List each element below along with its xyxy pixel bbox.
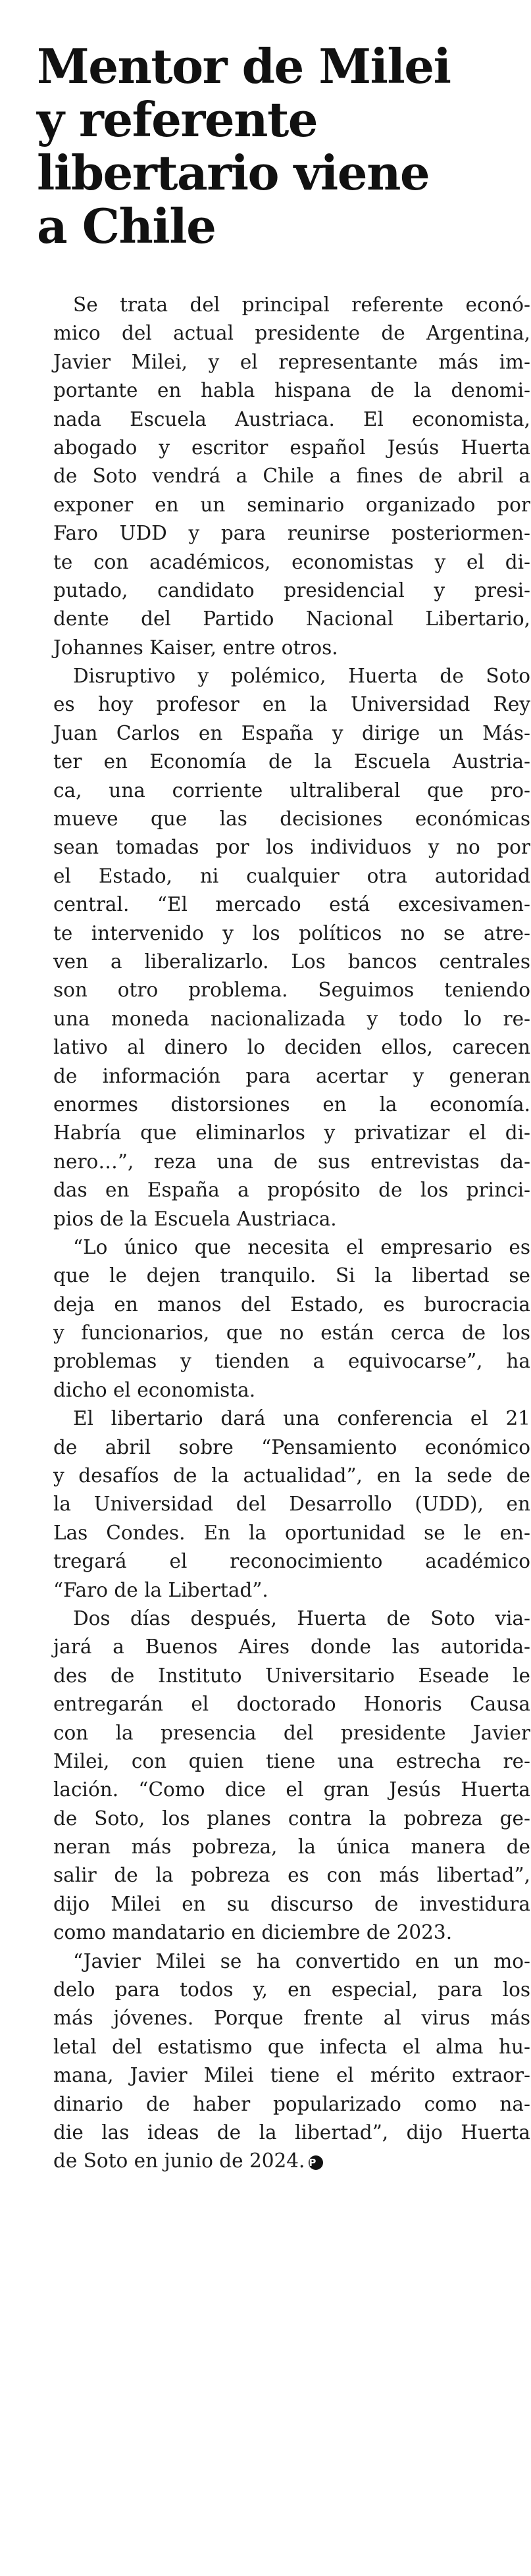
text-line: dijo Milei en su discurso de investidura: [53, 1892, 530, 1915]
text-line: salir de la pobreza es con más libertad”,: [53, 1864, 530, 1887]
text-line: Las Condes. En la oportunidad se le en-: [53, 1521, 530, 1544]
text-line: deja en manos del Estado, es burocracia: [53, 1293, 530, 1316]
text-line: entregarán el doctorado Honoris Causa: [53, 1693, 530, 1716]
text-line: sean tomadas por los individuos y no por: [53, 836, 530, 859]
text-line: delo para todos y, en especial, para los: [53, 1978, 530, 2001]
text-line: “Javier Milei se ha convertido en un mo-: [73, 1949, 530, 1972]
paragraph: [53, 1404, 530, 1605]
text-line: ca, una corriente ultraliberal que pro-: [53, 779, 530, 802]
text-line: te intervenido y los políticos no se atre-: [53, 921, 530, 944]
text-line: jará a Buenos Aires donde las autorida-: [53, 1636, 530, 1659]
text-line: dente del Partido Nacional Libertario,: [53, 607, 530, 631]
text-line: Se trata del principal referente econó-: [73, 294, 530, 316]
text-line: putado, candidato presidencial y presi-: [53, 579, 530, 602]
text-line: dinario de haber popularizado como na-: [53, 2092, 530, 2115]
text-line: nero…”, reza una de sus entrevistas da-: [53, 1150, 530, 1173]
paragraph: [53, 291, 530, 662]
text-line: mico del actual presidente de Argentina,: [53, 322, 530, 345]
text-line: te con académicos, economistas y el di-: [53, 550, 530, 573]
text-line: ter en Economía de la Escuela Austria-: [53, 750, 530, 773]
text-line: que le dejen tranquilo. Si la libertad se: [53, 1264, 530, 1287]
text-line: pios de la Escuela Austriaca.: [53, 1207, 337, 1230]
text-line: des de Instituto Universitario Eseade le: [53, 1664, 530, 1687]
text-line: das en España a propósito de los princi-: [53, 1179, 530, 1202]
text-line: exponer en un seminario organizado por: [53, 493, 530, 516]
text-line: Disruptivo y polémico, Huerta de Soto: [73, 665, 530, 688]
text-line: lativo al dinero lo deciden ellos, carecen: [53, 1036, 530, 1059]
paragraph: [53, 1947, 530, 2176]
text-line: Juan Carlos en España y dirige un Más-: [53, 721, 530, 744]
headline-line: y referente: [37, 91, 318, 147]
text-line: ven a liberalizarlo. Los bancos centrales: [53, 950, 530, 973]
headline-line: Mentor de Milei: [37, 38, 451, 94]
text-line: de abril sobre “Pensamiento económico: [53, 1435, 530, 1458]
text-line: el Estado, ni cualquier otra autoridad: [53, 864, 530, 887]
text-line: de Soto vendrá a Chile a fines de abril a: [53, 465, 530, 488]
text-line: Faro UDD y para reunirse posteriormen-: [53, 522, 530, 545]
text-line: mueve que las decisiones económicas: [53, 808, 530, 831]
headline-line: a Chile: [37, 198, 216, 254]
paragraph: [53, 1605, 530, 1947]
text-line: “Lo único que necesita el empresario es: [73, 1235, 530, 1258]
text-line: más jóvenes. Porque frente al virus más: [53, 2007, 530, 2030]
text-line: Javier Milei, y el representante más im-: [53, 350, 530, 373]
paragraph: [53, 662, 530, 1233]
text-line: y funcionarios, que no están cerca de los: [53, 1322, 530, 1345]
text-line: con la presencia del presidente Javier: [53, 1721, 530, 1744]
text-line: Milei, con quien tiene una estrecha re-: [53, 1749, 530, 1772]
text-line: [53, 2147, 530, 2175]
headline-line: libertario viene: [37, 145, 430, 201]
text-line: portante en habla hispana de la denomi-: [53, 379, 530, 402]
text-line: central. “El mercado está excesivamen-: [53, 893, 530, 916]
text-line: abogado y escritor español Jesús Huerta: [53, 436, 530, 459]
text-line: problemas y tienden a equivocarse”, ha: [53, 1350, 530, 1373]
text-line: Habría que eliminarlos y privatizar el di-: [53, 1121, 530, 1145]
text-line: lación. “Como dice el gran Jesús Huerta: [53, 1778, 530, 1801]
text-line: Johannes Kaiser, entre otros.: [53, 636, 338, 659]
end-mark-icon: P: [309, 2155, 323, 2170]
text-line: como mandatario en diciembre de 2023.: [53, 1921, 453, 1944]
text-line: “Faro de la Libertad”.: [53, 1578, 268, 1601]
article-body: [53, 291, 530, 2176]
text-line: mana, Javier Milei tiene el mérito extraor-: [53, 2064, 530, 2087]
text-line: nada Escuela Austriaca. El economista,: [53, 407, 530, 430]
text-line: son otro problema. Seguimos teniendo: [53, 979, 530, 1002]
text-line: de información para acertar y generan: [53, 1064, 530, 1087]
text-line: es hoy profesor en la Universidad Rey: [53, 693, 530, 716]
text-line: die las ideas de la libertad”, dijo Huerta: [53, 2121, 530, 2144]
text-line: y desafíos de la actualidad”, en la sede de: [53, 1464, 530, 1487]
text-line: la Universidad del Desarrollo (UDD), en: [53, 1493, 530, 1516]
text-line: de Soto, los planes contra la pobreza ge-: [53, 1807, 530, 1830]
paragraph: [53, 1233, 530, 1404]
text-line: letal del estatismo que infecta el alma hu-: [53, 2035, 530, 2058]
closing-text: de Soto en junio de 2024.: [53, 2150, 305, 2173]
text-line: neran más pobreza, la única manera de: [53, 1836, 530, 1859]
text-line: tregará el reconocimiento académico: [53, 1550, 530, 1573]
article-headline: [37, 39, 497, 253]
text-line: dicho el economista.: [53, 1378, 256, 1401]
text-line: Dos días después, Huerta de Soto via-: [73, 1607, 530, 1630]
text-line: una moneda nacionalizada y todo lo re-: [53, 1007, 530, 1030]
text-line: enormes distorsiones en la economía.: [53, 1093, 530, 1116]
text-line: El libertario dará una conferencia el 21: [73, 1407, 530, 1430]
